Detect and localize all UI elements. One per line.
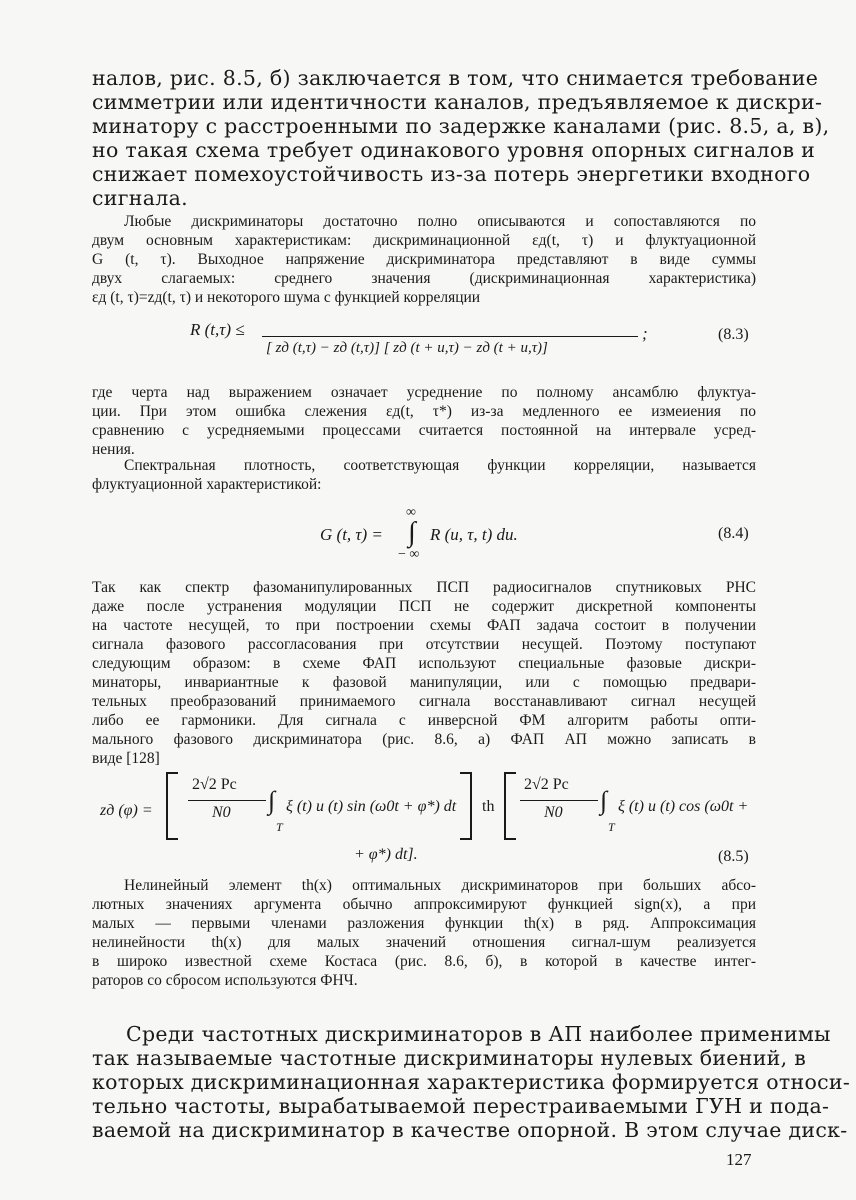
text-line: раторов со сбросом используются ФНЧ. <box>92 972 358 989</box>
eq85-coef-bar <box>188 800 266 801</box>
eq85-coef-denominator: N0 <box>212 804 231 821</box>
text-line: флуктуационной характеристикой: <box>92 476 322 493</box>
text-line: сигнала фазового рассогласования при отсутствии несущей. Поэтому поступают <box>92 636 756 653</box>
eq83-tail: ; <box>642 324 648 343</box>
eq85-continuation: + φ*) dt]. <box>354 846 418 863</box>
eq85-coef-numerator-2: 2√2 Pc <box>524 776 569 793</box>
equation-number-8-3: (8.3) <box>718 326 749 343</box>
eq85-left-bracket-2 <box>504 772 516 840</box>
eq83-fraction-bar <box>262 336 638 337</box>
text-line: виде [128] <box>92 750 160 767</box>
text-line: малых — первыми членами разложения функции th(x) в ряд. Аппроксимация <box>92 915 756 932</box>
eq84-integrand: R (u, τ, t) du. <box>430 525 518 544</box>
eq85-lhs: zд (φ) = <box>100 802 153 819</box>
text-line: нения. <box>92 441 135 458</box>
text-line: минаторы, инвариантные к фазовой манипуляции, или с помощью предвари- <box>92 674 756 691</box>
text-line: тельно частоты, вырабатываемой перестраиваемыми ГУН и пода- <box>92 1094 830 1118</box>
eq85-right-bracket-1 <box>460 772 472 840</box>
text-line: даже после устранения модуляции ПСП не содержит дискретной компоненты <box>92 598 756 615</box>
page-number: 127 <box>726 1150 752 1169</box>
paragraph-5 <box>92 578 756 768</box>
eq85-integral-sub-2: T <box>608 820 615 834</box>
text-line: мального фазового дискриминатора (рис. 8.6, а) ФАП АП можно записать в <box>92 731 756 748</box>
text-line: G (t, τ). Выходное напряжение дискриминатора представляют в виде суммы <box>92 251 756 268</box>
eq85-integral-sign-1: ∫ <box>268 786 276 815</box>
text-line: εд (t, τ)=zд(t, τ) и некоторого шума с функцией корреляции <box>92 289 481 306</box>
paragraph-1 <box>92 66 830 210</box>
text-line: снижает помехоустойчивость из-за потерь энергетики входного <box>92 162 811 186</box>
paragraph-3 <box>92 383 756 459</box>
text-line: ции. При этом ошибка слежения εд(t, τ*) из-за медленного ее измеиения по <box>92 403 756 420</box>
text-line: но такая схема требует одинакового уровня опорных сигналов и <box>92 138 816 162</box>
text-line: Спектральная плотность, соответствующая функции корреляции, называется <box>124 457 756 474</box>
text-line: Среди частотных дискриминаторов в АП наиболее применимы <box>126 1022 831 1046</box>
paragraph-7 <box>92 1022 851 1142</box>
equation-number-8-4: (8.4) <box>718 525 749 542</box>
text-line: так называемые частотные дискриминаторы нулевых биений, в <box>92 1046 807 1070</box>
eq85-coef-denominator-2: N0 <box>544 804 563 821</box>
text-line: симметрии или идентичности каналов, предъявляемое к дискри- <box>92 90 823 114</box>
eq84-lower-limit: − ∞ <box>398 547 420 562</box>
paragraph-4 <box>92 456 756 494</box>
equation-8-4 <box>320 505 580 565</box>
text-line: Нелинейный элемент th(x) оптимальных дискриминаторов при больших абсо- <box>124 877 756 894</box>
text-line: в широко известной схеме Костаса (рис. 8.6, б), в которой в качестве интег- <box>92 953 756 970</box>
eq85-integral-sub-1: T <box>276 820 283 834</box>
eq84-lhs: G (t, τ) = <box>320 525 383 544</box>
eq85-coef-numerator: 2√2 Pc <box>192 776 237 793</box>
text-line: на частоте несущей, то при построении схемы ФАП задача состоит в получении <box>92 617 756 634</box>
eq85-coef-bar-2 <box>520 800 598 801</box>
text-line: двум основным характеристикам: дискриминационной εд(t, τ) и флуктуационной <box>92 232 756 249</box>
text-line: минатору с расстроенными по задержке каналами (рис. 8.5, а, в), <box>92 114 830 138</box>
text-line: сравнению с усредняемыми процессами считается постоянной на интервале усред- <box>92 422 756 439</box>
text-line: ваемой на дискриминатор в качестве опорной. В этом случае диск- <box>92 1118 848 1142</box>
text-line: либо ее гармоники. Для сигнала с инверсной ФМ алгоритм работы опти- <box>92 712 756 729</box>
paragraph-2 <box>92 212 756 307</box>
equation-number-8-5: (8.5) <box>718 848 749 865</box>
text-line: где черта над выражением означает усреднение по полному ансамблю флуктуа- <box>92 384 756 401</box>
equation-8-5 <box>100 772 760 872</box>
eq83-lhs: R (t,τ) ≤ <box>190 320 245 339</box>
eq85-integral-sign-2: ∫ <box>600 786 608 815</box>
eq85-th: th <box>482 798 495 815</box>
text-line: Так как спектр фазоманипулированных ПСП радиосигналов спутниковых РНС <box>92 579 756 596</box>
equation-8-3 <box>190 320 660 370</box>
text-line: нелинейности th(x) для малых значений отношения сигнал-шум реализуется <box>92 934 756 951</box>
eq85-integrand-2: ξ (t) u (t) cos (ω0t + <box>618 798 749 815</box>
eq85-left-bracket-1 <box>166 772 178 840</box>
eq84-upper-limit: ∞ <box>406 505 416 520</box>
text-line: лютных значениях аргумента обычно аппроксимируют функцией sign(x), а при <box>92 896 756 913</box>
text-line: налов, рис. 8.5, б) заключается в том, что снимается требование <box>92 66 819 90</box>
text-line: сигнала. <box>92 186 188 210</box>
text-line: тельных преобразований принимаемого сигнала восстанавливают сигнал несущей <box>92 693 756 710</box>
text-line: двух слагаемых: среднего значения (дискриминационная характеристика) <box>92 270 756 287</box>
text-line: Любые дискриминаторы достаточно полно описываются и сопоставляются по <box>124 213 756 230</box>
eq85-integrand-1: ξ (t) u (t) sin (ω0t + φ*) dt <box>286 798 457 815</box>
eq83-denominator: [ zд (t,τ) − zд (t,τ)] [ zд (t + u,τ) − zд (t + u,τ)] <box>266 340 548 356</box>
text-line: которых дискриминационная характеристика формируется относи- <box>92 1070 851 1094</box>
eq84-integral-sign: ∫ <box>408 517 416 548</box>
text-line: следующим образом: в схеме ФАП используют специальные фазовые дискри- <box>92 655 756 672</box>
paragraph-6 <box>92 876 756 990</box>
